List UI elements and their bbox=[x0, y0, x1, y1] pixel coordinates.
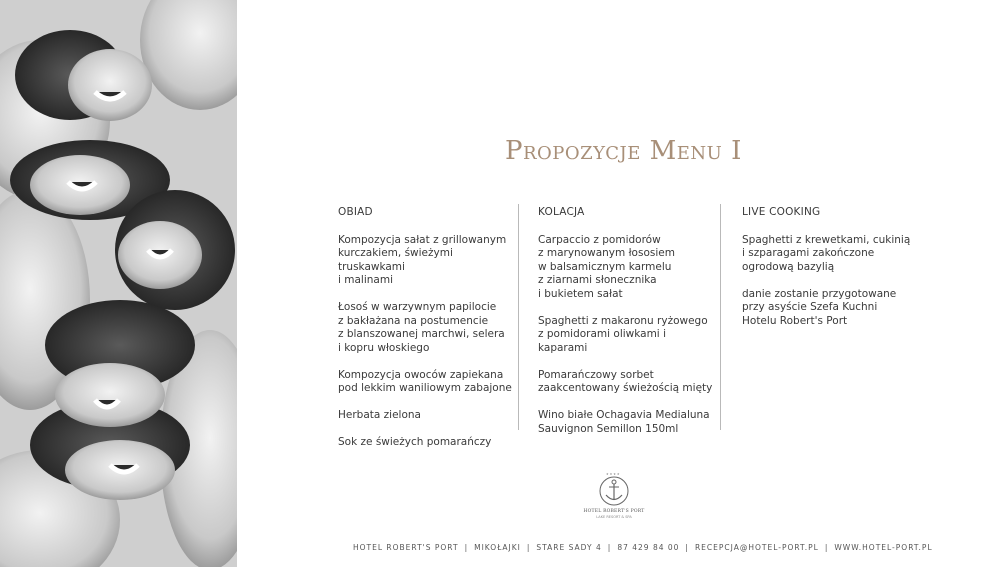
column-heading: LIVE COOKING bbox=[742, 206, 821, 218]
menu-item: Łosoś w warzywnym papilocie z bakłażana na postumencie z blanszowanej marchwi, selera i kopru włoskiego bbox=[338, 301, 505, 354]
footer-contact: HOTEL ROBERT'S PORT | MIKOŁAJKI | STARE SADY 4 | 87 429 84 00 | RECEPCJA@HOTEL-PORT.PL | WWW.HOTEL-PORT.PL bbox=[353, 543, 933, 552]
page-title: Propozycje Menu I bbox=[505, 136, 742, 166]
menu-item: Spaghetti z makaronu ryżowego z pomidorami oliwkami i kaparami bbox=[538, 314, 708, 354]
women-photo-illustration bbox=[0, 0, 237, 567]
menu-item: Pomarańczowy sorbet zaakcentowany świeżością mięty bbox=[538, 368, 713, 394]
footer-city: MIKOŁAJKI bbox=[474, 543, 521, 552]
svg-text:★ ★ ★ ★: ★ ★ ★ ★ bbox=[606, 472, 620, 476]
menu-column-obiad bbox=[338, 206, 513, 463]
menu-column-kolacja bbox=[538, 206, 713, 450]
footer-website-link[interactable]: WWW.HOTEL-PORT.PL bbox=[834, 543, 933, 552]
menu-item: Wino białe Ochagavia Medialuna Sauvignon Semillon 150ml bbox=[538, 409, 710, 435]
footer-hotel: HOTEL ROBERT'S PORT bbox=[353, 543, 459, 552]
column-divider bbox=[720, 204, 721, 430]
menu-item: Herbata zielona bbox=[338, 409, 421, 421]
menu-item: Kompozycja sałat z grillowanym kurczakiem, świeżymi truskawkami i malinami bbox=[338, 233, 507, 286]
footer-address: STARE SADY 4 bbox=[536, 543, 602, 552]
column-divider bbox=[518, 204, 519, 430]
column-heading: KOLACJA bbox=[538, 206, 585, 218]
logo-name: HOTEL ROBERT'S PORT bbox=[583, 509, 645, 514]
menu-item: Sok ze świeżych pomarańczy bbox=[338, 436, 492, 448]
footer-phone: 87 429 84 00 bbox=[617, 543, 680, 552]
column-heading: OBIAD bbox=[338, 206, 373, 218]
menu-item: danie zostanie przygotowane przy asyście Szefa Kuchni Hotelu Robert's Port bbox=[742, 287, 897, 327]
footer-email-link[interactable]: RECEPCJA@HOTEL-PORT.PL bbox=[694, 543, 819, 552]
menu-item: Kompozycja owoców zapiekana pod lekkim waniliowym zabajone bbox=[338, 368, 512, 394]
menu-column-live-cooking bbox=[742, 206, 922, 342]
menu-item: Carpaccio z pomidorów z marynowanym łososiem w balsamicznym karmelu z ziarnami słonecznika i bukietem sałat bbox=[538, 233, 675, 300]
hero-photo bbox=[0, 0, 237, 567]
logo-subtitle: LAKE RESORT & SPA bbox=[596, 515, 632, 519]
menu-item: Spaghetti z krewetkami, cukinią i szparagami zakończone ogrodową bazylią bbox=[742, 233, 911, 273]
